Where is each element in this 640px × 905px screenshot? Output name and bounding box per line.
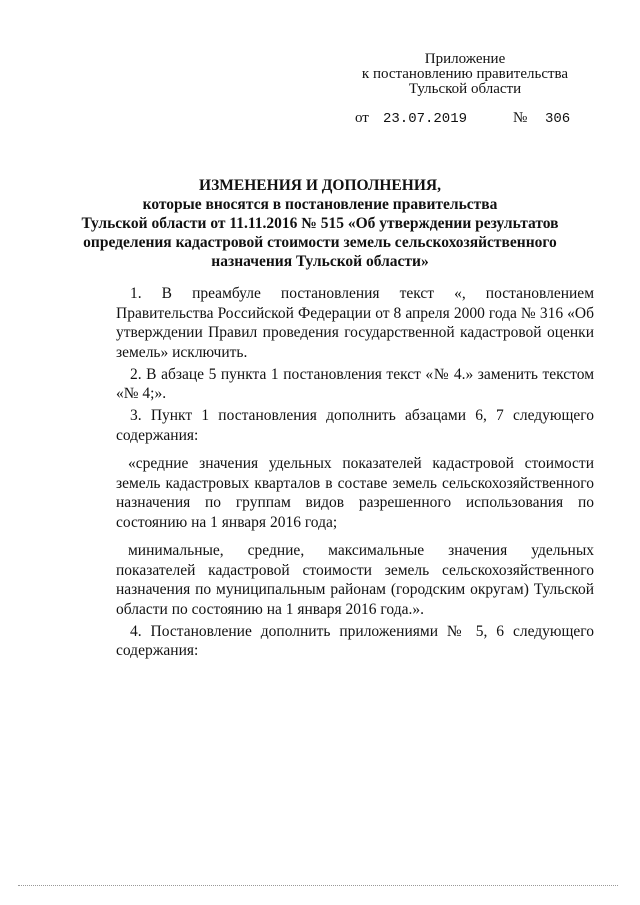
title-line: назначения Тульской области» [211,253,429,270]
number-label: № [513,110,528,126]
annex-label: Приложение [424,51,506,67]
paragraph-1: 1. В преамбуле постановления текст «, постановлением Правительства Российской Федерации от 8 апреля 2000 года № 316 «Об утверждении Правил проведения государственной кадастровой оценки земель» исключить. [116,285,594,361]
title-line: которые вносятся в постановление правительства [142,196,498,213]
title-line: ИЗМЕНЕНИЯ И ДОПОЛНЕНИЯ, [199,177,441,194]
annex-region: Тульской области [408,81,522,97]
document-body [116,284,594,663]
scan-artifact-line [18,885,618,889]
annex-header [340,52,590,97]
annex-reference: к постановлению правительства [361,66,569,82]
document-date: 23.07.2019 [383,111,468,127]
paragraph-4: «средние значения удельных показателей кадастровой стоимости земель кадастровых кварталов в составе земель сельскохозяйственного назначения по группам видов разрешенного использования по состоянию на 1 января 2016 года; [116,455,594,531]
paragraph-3: 3. Пункт 1 постановления дополнить абзацами 6, 7 следующего содержания: [116,407,594,444]
document-number: 306 [545,111,571,127]
paragraph-5: минимальные, средние, максимальные значения удельных показателей кадастровой стоимости земель сельскохозяйственного назначения по муниципальным районам (городским округам) Тульской области по состоянию на 1 января 2016 года.». [116,542,594,618]
document-title [80,176,560,271]
title-line: определения кадастровой стоимости земель сельскохозяйственного [83,234,557,251]
title-line: Тульской области от 11.11.2016 № 515 «Об утверждении результатов [81,215,559,232]
paragraph-2: 2. В абзаце 5 пункта 1 постановления текст «№ 4.» заменить текстом «№ 4;». [116,365,594,402]
paragraph-6: 4. Постановление дополнить приложениями № 5, 6 следующего содержания: [116,622,594,659]
date-from-label: от [355,110,369,126]
